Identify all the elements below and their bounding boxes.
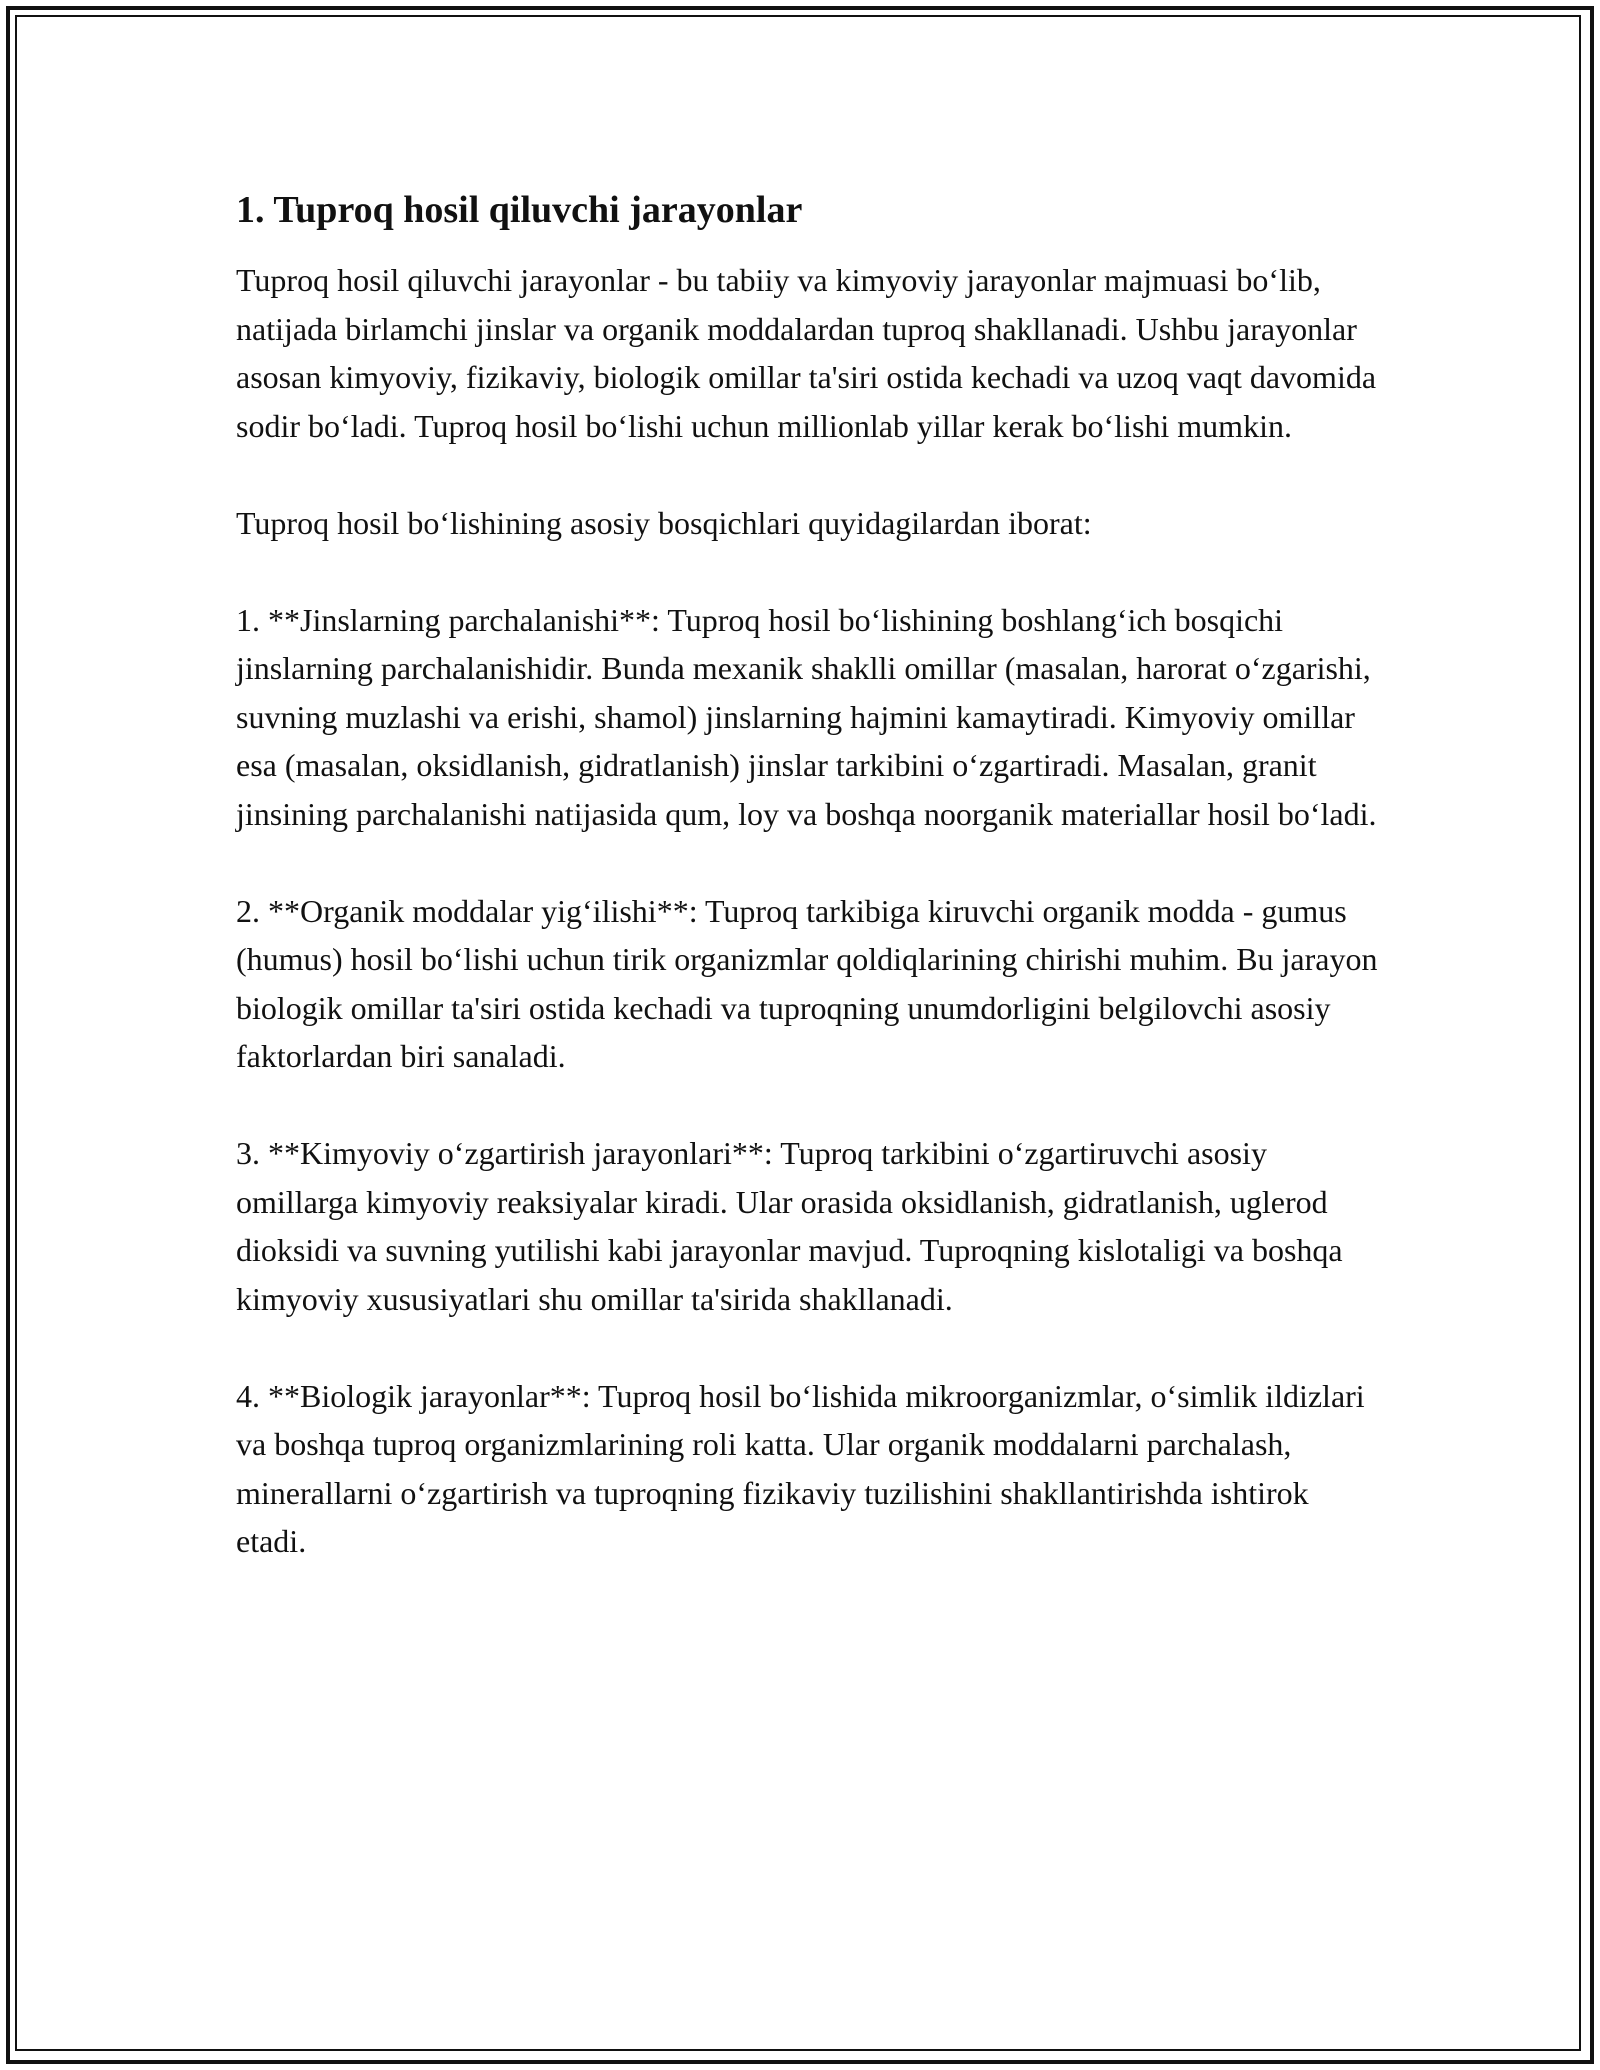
stage-4-paragraph: 4. **Biologik jarayonlar**: Tuproq hosil bo‘lishida mikroorganizmlar, o‘simlik ildizlari va boshqa tuproq organizmlarining roli katta. Ular organik moddalarni parchalash, minerallarni o‘zgartirish va tuproqning fizikaviy tuzilishini shakllantirishda ishtirok etadi. [236,1377,1365,1559]
stage-1-paragraph: 1. **Jinslarning parchalanishi**: Tuproq hosil bo‘lishining boshlang‘ich bosqichi jinslarning parchalanishidir. Bunda mexanik shaklli omillar (masalan, harorat o‘zgarishi, suvning muzlashi va erishi, shamol) jinslarning hajmini kamaytiradi. Kimyoviy omillar esa (masalan, oksidlanish, gidratlanish) jinslar tarkibini o‘zgartiradi. Masalan, granit jinsining parchalanishi natijasida qum, loy va boshqa noorganik materiallar hosil bo‘ladi. [236,601,1377,832]
intro-paragraph: Tuproq hosil qiluvchi jarayonlar - bu tabiiy va kimyoviy jarayonlar majmuasi bo‘lib, natijada birlamchi jinslar va organik moddalardan tuproq shakllanadi. Ushbu jarayonlar asosan kimyoviy, fizikaviy, biologik omillar ta'siri ostida kechadi va uzoq vaqt davomida sodir bo‘ladi. Tuproq hosil bo‘lishi uchun millionlab yillar kerak bo‘lishi mumkin. [236,262,1377,444]
document-title: 1. Tuproq hosil qiluvchi jarayonlar [236,189,803,231]
document-body [236,186,1381,1614]
stage-2-paragraph: 2. **Organik moddalar yig‘ilishi**: Tuproq tarkibiga kiruvchi organik modda - gumus (humus) hosil bo‘lishi uchun tirik organizmlar qoldiqlarining chirishi muhim. Bu jarayon biologik omillar ta'siri ostida kechadi va tuproqning unumdorligini belgilovchi asosiy faktorlardan biri sanaladi. [236,892,1378,1074]
stages-intro-paragraph: Tuproq hosil bo‘lishining asosiy bosqichlari quyidagilardan iborat: [236,504,1092,541]
stage-3-paragraph: 3. **Kimyoviy o‘zgartirish jarayonlari**: Tuproq tarkibini o‘zgartiruvchi asosiy omillarga kimyoviy reaksiyalar kiradi. Ular orasida oksidlanish, gidratlanish, uglerod dioksidi va suvning yutilishi kabi jarayonlar mavjud. Tuproqning kislotaligi va boshqa kimyoviy xususiyatlari shu omillar ta'sirida shakllanadi. [236,1135,1343,1317]
